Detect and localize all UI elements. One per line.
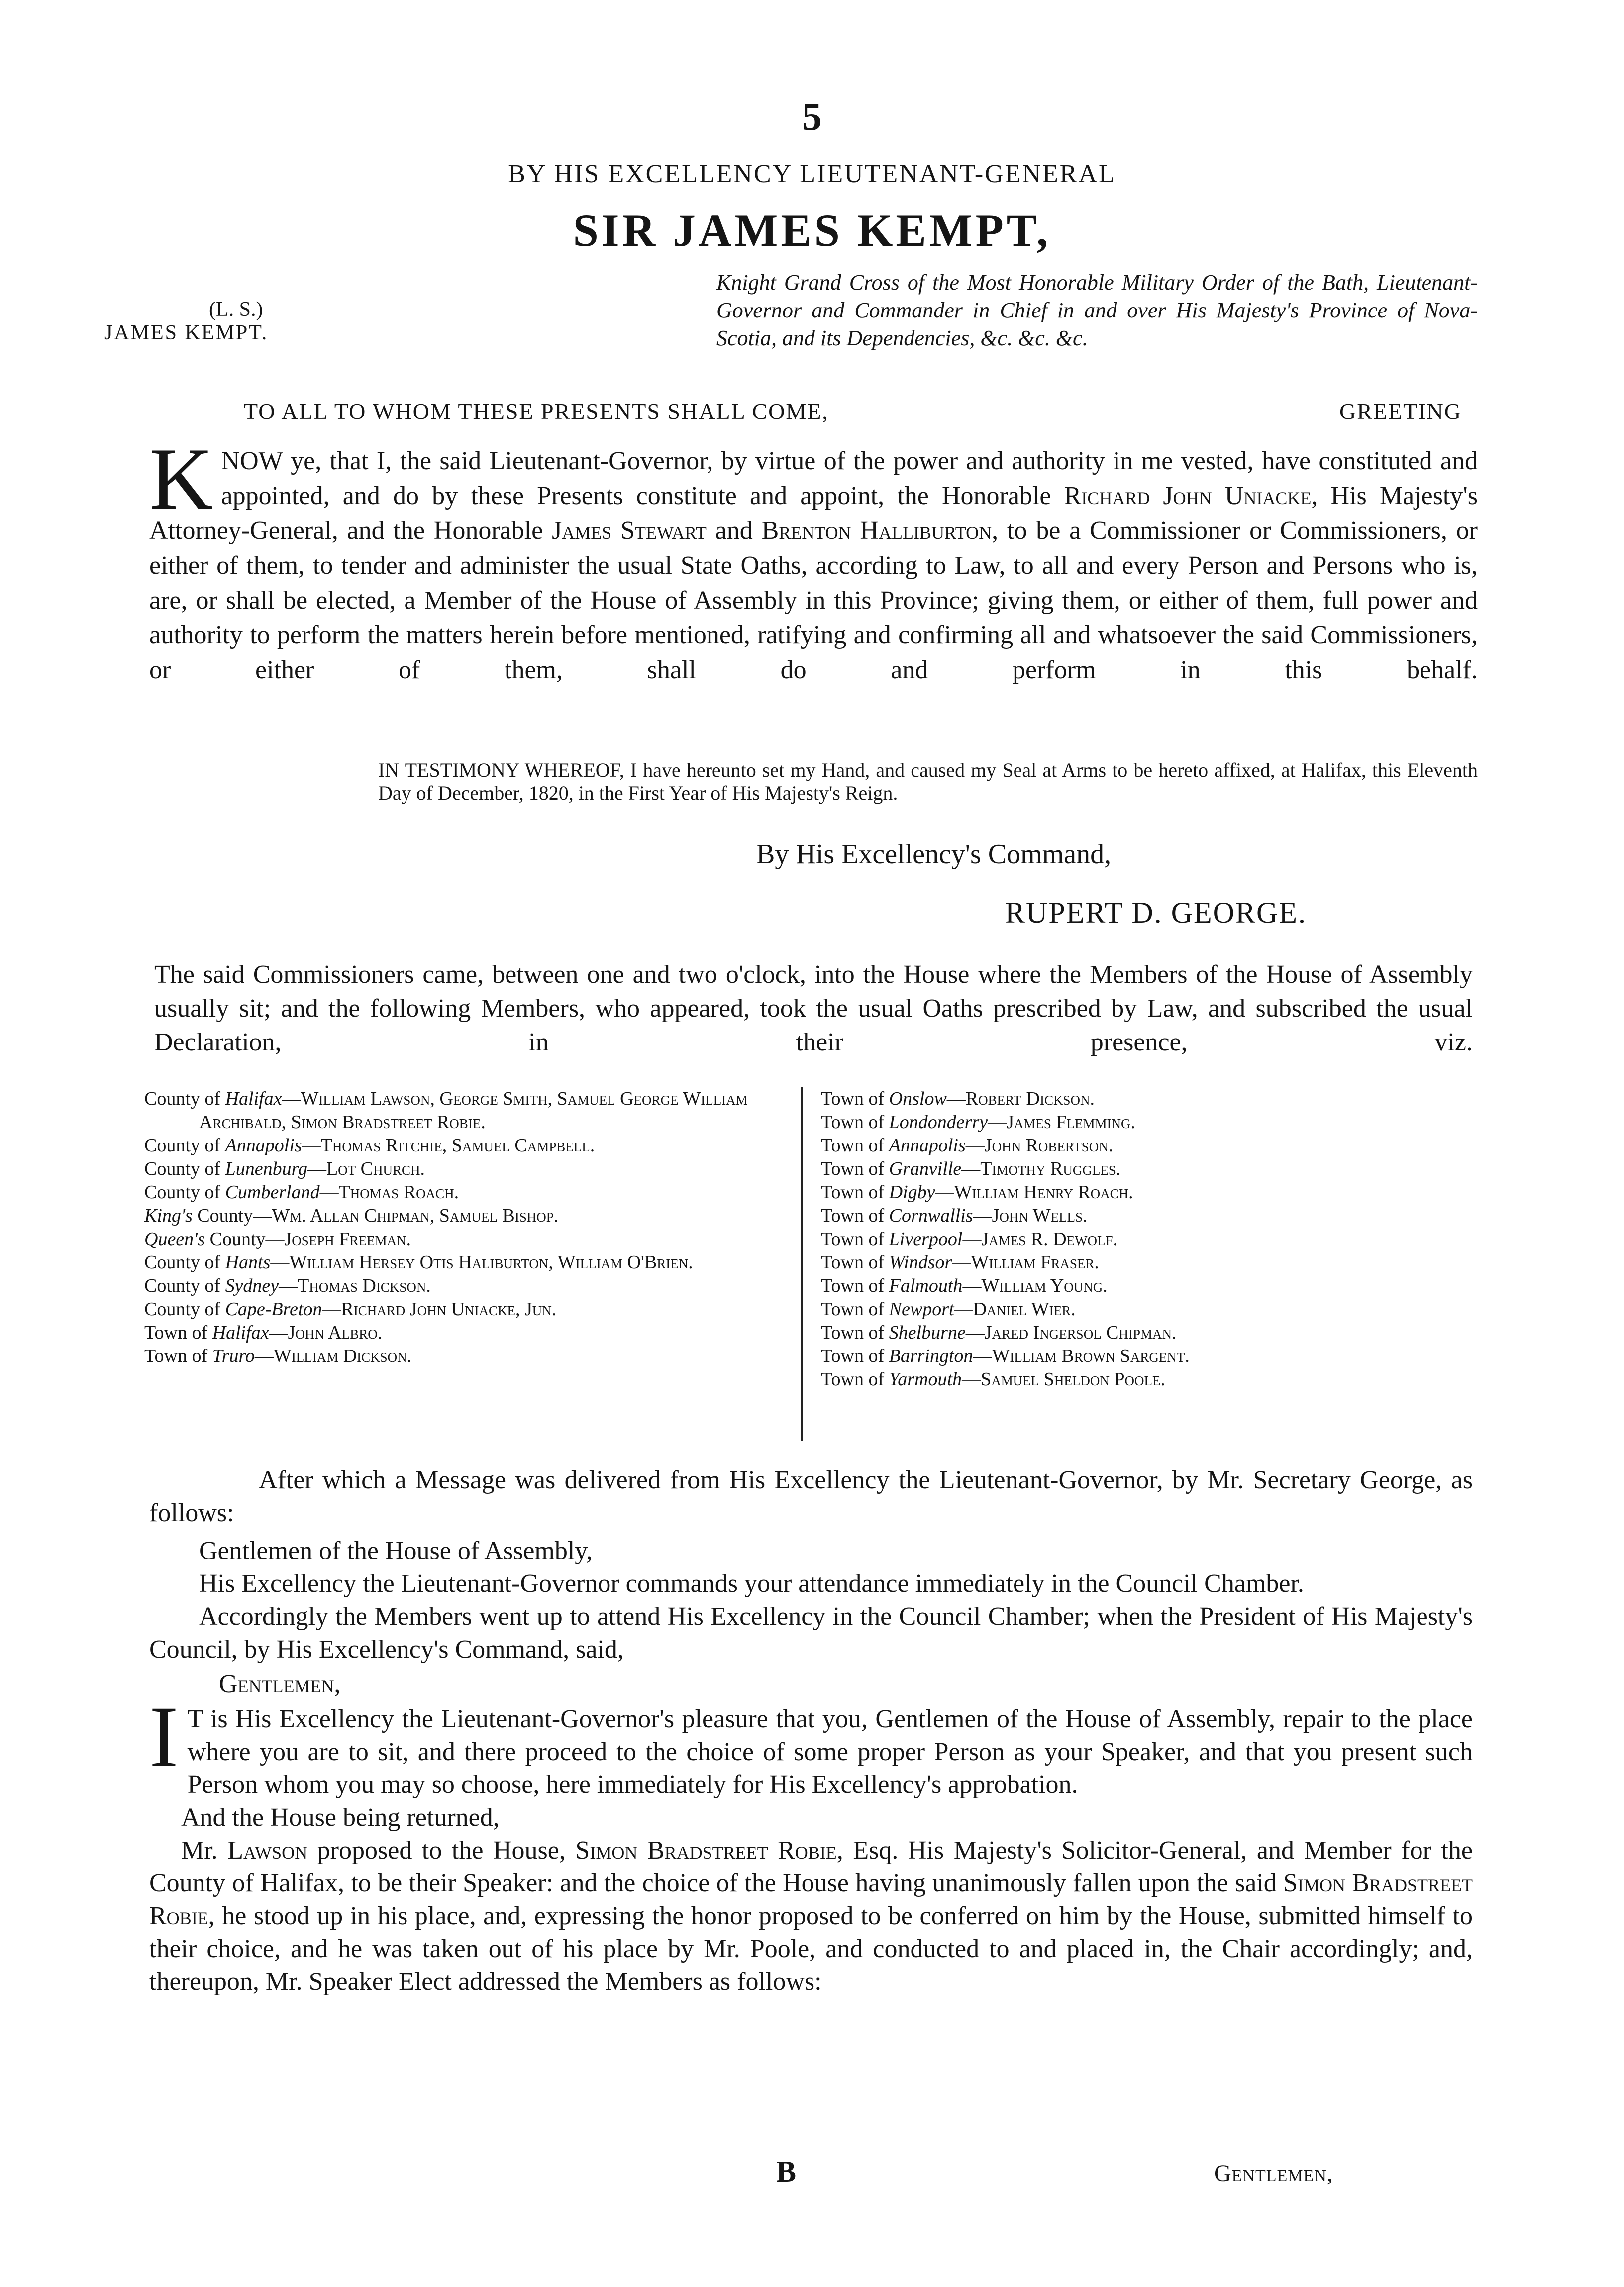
- message-text: His Excellency the Lieutenant-Governor commands your attendance immediately in the Council Chamber.: [199, 1569, 1304, 1598]
- member-entry: Town of Liverpool—James R. Dewolf.: [821, 1229, 1118, 1249]
- member-entry: Town of Truro—William Dickson.: [144, 1346, 412, 1366]
- commissioner-name: Richard John Uniacke: [1064, 482, 1312, 510]
- commissioner-name: Brenton Halliburton: [761, 517, 992, 545]
- member-entry: County of Sydney—Thomas Dickson.: [144, 1275, 431, 1296]
- member-entry: Town of Barrington—William Brown Sargent.: [821, 1346, 1190, 1366]
- member-entry: Town of Cornwallis—John Wells.: [821, 1205, 1088, 1226]
- member-name: Lawson: [227, 1836, 308, 1865]
- drop-cap: I: [149, 1688, 179, 1785]
- member-entry: Queen's County—Joseph Freeman.: [144, 1229, 411, 1249]
- member-name: Simon Bradstreet Robie: [149, 1869, 1473, 1930]
- member-entry: Town of Yarmouth—Samuel Sheldon Poole.: [821, 1369, 1165, 1390]
- message-salutation: Gentlemen of the House of Assembly,: [199, 1537, 593, 1565]
- member-entry: Town of Shelburne—Jared Ingersol Chipman.: [821, 1322, 1177, 1343]
- catchword: Gentlemen,: [1214, 2160, 1333, 2186]
- message-intro: After which a Message was delivered from His Excellency the Lieutenant-Governor, by Mr. Secretary George, as follows:: [149, 1466, 1473, 1527]
- governor-styles: Knight Grand Cross of the Most Honorable Military Order of the Bath, Lieutenant-Governor and Commander in Chief in and over His Majesty's Province of Nova-Scotia, and its Dependencies, &c. &c. &c.: [716, 270, 1478, 350]
- signer-name: JAMES KEMPT.: [104, 321, 269, 344]
- oaths-paragraph: The said Commissioners came, between one and two o'clock, into the House where the Members of the House of Assembly usually sit; and the following Members, who appeared, took the usual Oaths prescribed by Law, and subscribed the usual Declaration, in their presence, viz.: [154, 960, 1473, 1056]
- gentlemen-salutation: Gentlemen,: [219, 1670, 341, 1698]
- member-entry: Town of Londonderry—James Flemming.: [821, 1112, 1136, 1133]
- member-entry: County of Annapolis—Thomas Ritchie, Samuel Campbell.: [144, 1135, 595, 1156]
- member-entry: County of Halifax—William Lawson, George Smith, Samuel George William Archibald, Simon Bradstreet Robie.: [144, 1088, 748, 1133]
- member-entry: Town of Digby—William Henry Roach.: [821, 1182, 1133, 1203]
- member-name: Simon Bradstreet Robie: [575, 1836, 837, 1865]
- member-entry: Town of Newport—Daniel Wier.: [821, 1299, 1076, 1320]
- drop-cap: K: [149, 429, 213, 528]
- address-line: TO ALL TO WHOM THESE PRESENTS SHALL COME,: [244, 399, 829, 424]
- page-number: 5: [802, 95, 822, 139]
- testimony-clause: IN TESTIMONY WHEREOF, I have hereunto set my Hand, and caused my Seal at Arms to be hereto affixed, at Halifax, this Eleventh Day of December, 1820, in the First Year of His Majesty's Reign.: [378, 759, 1478, 804]
- commissioner-name: James Stewart: [552, 517, 707, 545]
- column-divider: [801, 1087, 803, 1441]
- members-list-left: [144, 1087, 786, 1368]
- member-entry: Town of Granville—Timothy Ruggles.: [821, 1158, 1121, 1179]
- proceedings-text: [149, 1464, 1473, 1998]
- member-entry: County of Cumberland—Thomas Roach.: [144, 1182, 459, 1203]
- house-returned: And the House being returned,: [181, 1803, 500, 1832]
- member-entry: Town of Annapolis—John Robertson.: [821, 1135, 1114, 1156]
- member-entry: Town of Falmouth—William Young.: [821, 1275, 1108, 1296]
- seal-mark: (L. S.): [209, 298, 263, 321]
- governor-name: SIR JAMES KEMPT,: [573, 205, 1051, 256]
- member-entry: Town of Windsor—William Fraser.: [821, 1252, 1099, 1273]
- speaker-paragraph: Mr. Lawson proposed to the House, Simon Bradstreet Robie, Esq. His Majesty's Solicitor-General, and Member for the County of Halifax, to be their Speaker: and the choice of the House having unanimously fallen upon the said Simon Bradstreet Robie, he stood up in his place, and, expressing the honor proposed to be conferred on him by the House, submitted himself to their choice, and he was taken out of his place by Mr. Poole, and conducted to and placed in, the Chair accordingly; and, thereupon, Mr. Speaker Elect addressed the Members as follows:: [149, 1836, 1473, 1996]
- secretary-name: RUPERT D. GEORGE.: [1005, 896, 1307, 929]
- member-entry: Town of Onslow—Robert Dickson.: [821, 1088, 1095, 1109]
- greeting: GREETING: [1339, 399, 1462, 424]
- commission-paragraph: KNOW ye, that I, the said Lieutenant-Governor, by virtue of the power and authority in me vested, have constituted and appointed, and do by these Presents constitute and appoint, the Honorable Richard John Uniacke, His Majesty's Attorney-General, and the Honorable James Stewart and Brenton Halliburton, to be a Commissioner or Commissioners, or either of them, to tender and administer the usual State Oaths, according to Law, to all and every Person and Persons who is, are, or shall be elected, a Member of the House of Assembly in this Province; giving them, or either of them, full power and authority to perform the matters herein before mentioned, ratifying and confirming all and whatsoever the said Commissioners, or either of them, shall do and perform in this behalf.: [149, 429, 1478, 684]
- members-list-right: [821, 1087, 1468, 1391]
- command-line: By His Excellency's Command,: [756, 839, 1112, 870]
- member-entry: County of Lunenburg—Lot Church.: [144, 1158, 425, 1179]
- proclamation-heading: BY HIS EXCELLENCY LIEUTENANT-GENERAL: [508, 160, 1116, 188]
- speech-paragraph: I T is His Excellency the Lieutenant-Governor's pleasure that you, Gentlemen of the House of Assembly, repair to the place where you are to sit, and there proceed to the choice of some proper Person as your Speaker, and that you present such Person whom you may so choose, here immediately for His Excellency's approbation.: [149, 1688, 1473, 1799]
- member-entry: King's County—Wm. Allan Chipman, Samuel Bishop.: [144, 1205, 559, 1226]
- accordingly-paragraph: Accordingly the Members went up to attend His Excellency in the Council Chamber; when the President of His Majesty's Council, by His Excellency's Command, said,: [149, 1602, 1473, 1663]
- signature-mark: B: [776, 2155, 797, 2188]
- member-entry: County of Cape-Breton—Richard John Uniacke, Jun.: [144, 1299, 557, 1320]
- member-entry: Town of Halifax—John Albro.: [144, 1322, 383, 1343]
- member-entry: County of Hants—William Hersey Otis Haliburton, William O'Brien.: [144, 1252, 693, 1273]
